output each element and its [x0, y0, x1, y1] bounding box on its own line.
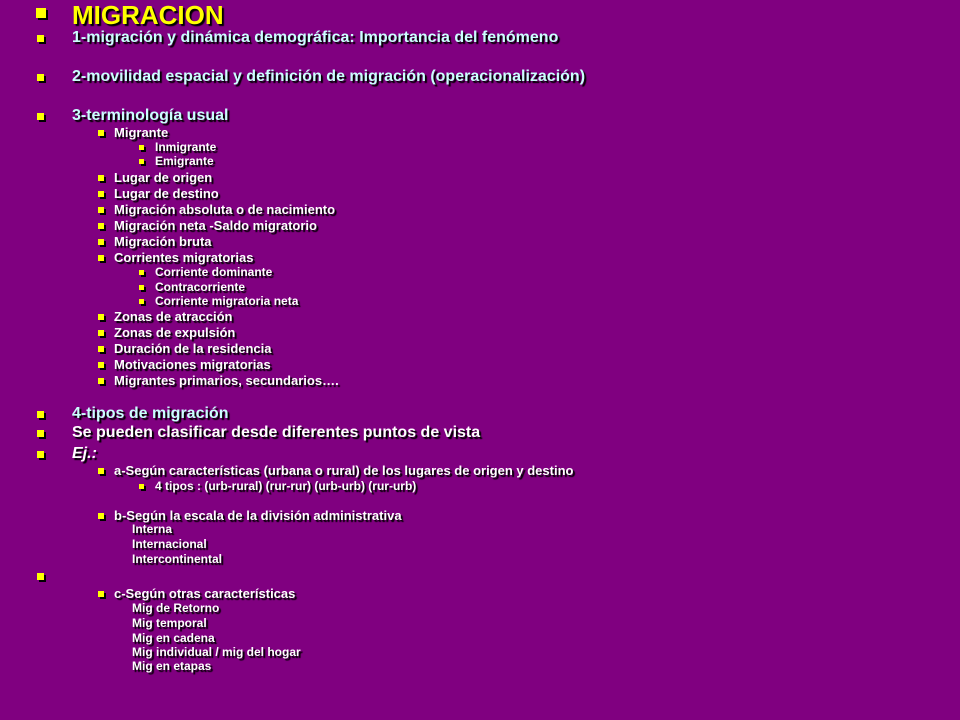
- list-item: c-Según otras características: [114, 586, 296, 601]
- list-item: Zonas de expulsión: [114, 325, 236, 340]
- bullet-icon: [139, 159, 144, 164]
- bullet-icon: [139, 285, 144, 290]
- list-item: 1-migración y dinámica demográfica: Importancia del fenómeno: [72, 29, 559, 46]
- bullet-icon: [37, 35, 44, 42]
- list-item: 3-terminología usual: [72, 107, 229, 124]
- list-item: Corrientes migratorias: [114, 250, 254, 265]
- bullet-icon: [36, 8, 46, 18]
- bullet-icon: [37, 430, 44, 437]
- bullet-icon: [37, 74, 44, 81]
- list-item: 4-tipos de migración: [72, 405, 229, 422]
- list-item: Internacional: [132, 537, 207, 551]
- list-item: b-Según la escala de la división administrativa: [114, 508, 402, 523]
- list-item: Mig en cadena: [132, 631, 215, 645]
- list-item: Migrantes primarios, secundarios….: [114, 373, 339, 388]
- list-item: Inmigrante: [155, 140, 217, 154]
- bullet-icon: [98, 175, 104, 181]
- list-item: Migrante: [114, 125, 169, 140]
- list-item: Migración bruta: [114, 234, 212, 249]
- bullet-icon: [37, 451, 44, 458]
- bullet-icon: [139, 145, 144, 150]
- bullet-icon: [139, 270, 144, 275]
- bullet-icon: [98, 223, 104, 229]
- list-item: Ej.:: [72, 445, 97, 462]
- list-item: a-Según características (urbana o rural) de los lugares de origen y destino: [114, 463, 574, 478]
- bullet-icon: [139, 299, 144, 304]
- bullet-icon: [98, 591, 104, 597]
- list-item: 4 tipos : (urb-rural) (rur-rur) (urb-urb) (rur-urb): [155, 479, 417, 493]
- list-item: Mig en etapas: [132, 659, 212, 673]
- list-item: Contracorriente: [155, 280, 246, 294]
- list-item: Corriente migratoria neta: [155, 294, 299, 308]
- bullet-icon: [98, 362, 104, 368]
- list-item: Motivaciones migratorias: [114, 357, 271, 372]
- bullet-icon: [98, 239, 104, 245]
- bullet-icon: [98, 314, 104, 320]
- list-item: Duración de la residencia: [114, 341, 272, 356]
- list-item: Migración neta -Saldo migratorio: [114, 218, 317, 233]
- list-item: Emigrante: [155, 154, 214, 168]
- bullet-icon: [37, 113, 44, 120]
- bullet-icon: [37, 411, 44, 418]
- list-item: Mig temporal: [132, 616, 207, 630]
- list-item: Mig individual / mig del hogar: [132, 645, 301, 659]
- list-item: 2-movilidad espacial y definición de migración (operacionalización): [72, 68, 586, 85]
- bullet-icon: [98, 330, 104, 336]
- list-item: Intercontinental: [132, 552, 223, 566]
- list-item: Lugar de origen: [114, 170, 213, 185]
- list-item: Lugar de destino: [114, 186, 219, 201]
- bullet-icon: [37, 573, 44, 580]
- bullet-icon: [98, 191, 104, 197]
- bullet-icon: [98, 130, 104, 136]
- slide-title: MIGRACION: [72, 0, 224, 30]
- bullet-icon: [98, 468, 104, 474]
- bullet-icon: [98, 255, 104, 261]
- list-item: Interna: [132, 522, 173, 536]
- list-item: Mig de Retorno: [132, 601, 220, 615]
- bullet-icon: [98, 207, 104, 213]
- list-item: Zonas de atracción: [114, 309, 233, 324]
- list-item: Se pueden clasificar desde diferentes puntos de vista: [72, 424, 481, 441]
- list-item: Corriente dominante: [155, 265, 273, 279]
- bullet-icon: [98, 513, 104, 519]
- list-item: Migración absoluta o de nacimiento: [114, 202, 336, 217]
- bullet-icon: [98, 346, 104, 352]
- bullet-icon: [139, 484, 144, 489]
- bullet-icon: [98, 378, 104, 384]
